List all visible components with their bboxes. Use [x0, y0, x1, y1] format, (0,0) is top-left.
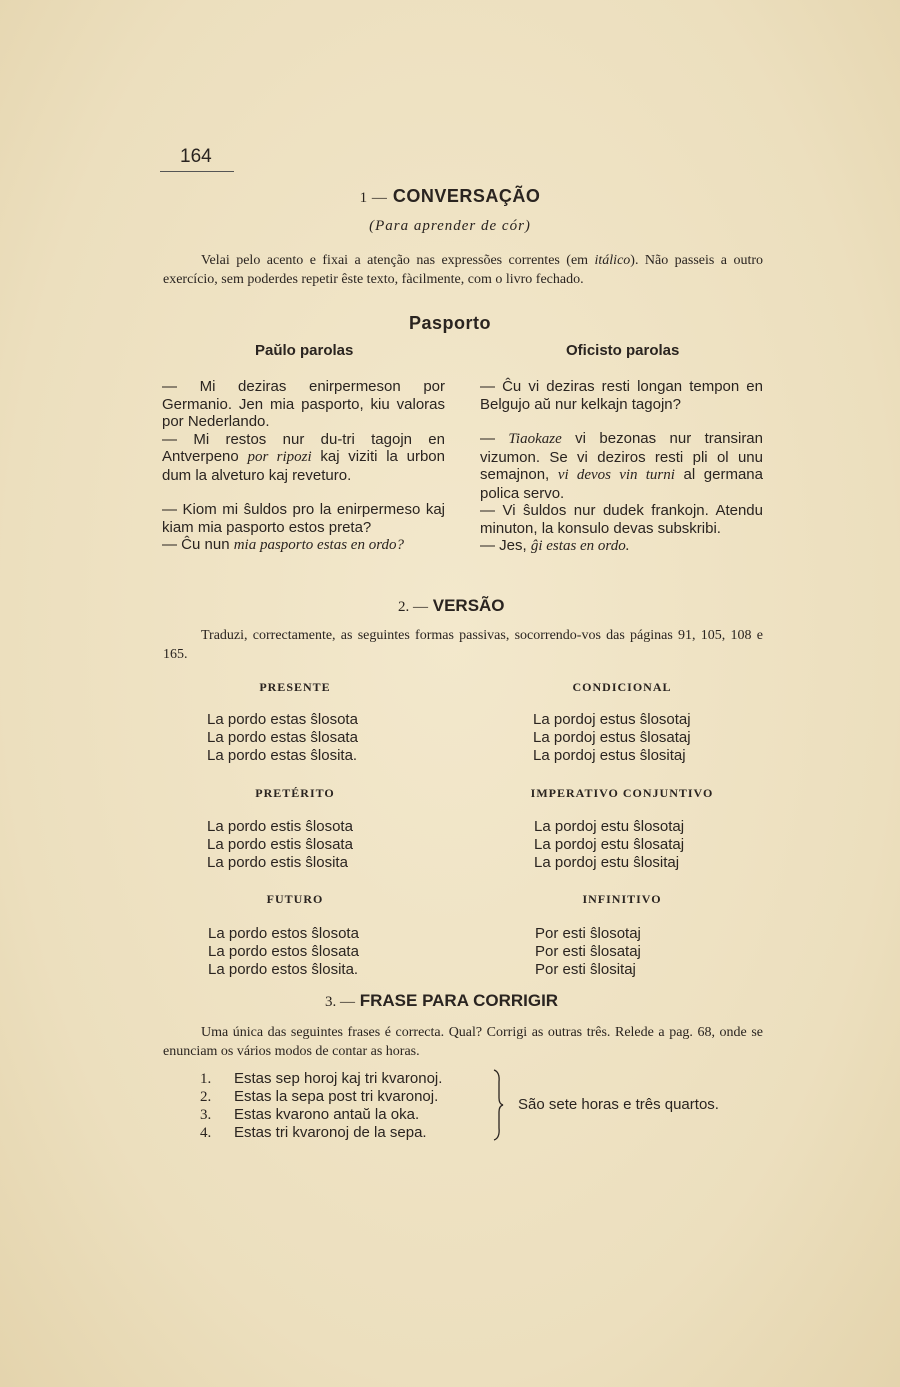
section-1-number: 1 —	[359, 190, 388, 206]
presente-line: La pordo estas ŝlosota	[207, 711, 358, 728]
section-1-instruction: Velai pelo acento e fixai a atenção nas expressões correntes (em itálico). Não passeis a outro exercício, sem poderdes repetir êste texto, fàcilmente, com o livro fechado.	[163, 253, 763, 287]
preterito-label: PRETÉRITO	[255, 786, 335, 800]
brace-symbol	[491, 1068, 505, 1142]
imperativo-line: La pordoj estu ŝlositaj	[534, 854, 680, 871]
imperativo-label: IMPERATIVO CONJUNTIVO	[530, 786, 714, 800]
infinitivo-line: Por esti ŝlosataj	[535, 943, 641, 960]
section-1-heading	[0, 186, 900, 207]
infinitivo-line: Por esti ŝlosotaj	[535, 925, 641, 942]
sentence-list	[200, 1070, 442, 1142]
preterito-line: La pordo estis ŝlosata	[207, 836, 353, 853]
right-line-2: — Tiaokaze vi bezonas nur transiran vizumon. Se vi deziros resti pli ol unu semajnon, vi devos vin turni al germana polica servo.	[480, 430, 763, 502]
right-line-4: — Jes, ĝi estas en ordo.	[480, 537, 630, 554]
futuro-line: La pordo estos ŝlosata	[208, 943, 359, 960]
presente-line: La pordo estas ŝlosata	[207, 729, 358, 746]
section-3-title: FRASE PARA CORRIGIR	[359, 991, 559, 1010]
condicional-line: La pordoj estus ŝlosataj	[533, 729, 691, 746]
left-line-1: — Mi deziras enirpermeson por Germanio. Jen mia pasporto, kiu valoras por Nederlando.	[162, 378, 445, 430]
infinitivo-list	[535, 925, 641, 979]
right-dialogue	[480, 378, 763, 556]
right-line-3: — Vi ŝuldos nur dudek frankojn. Atendu minuton, la konsulo devas subskribi.	[480, 502, 763, 537]
condicional-list	[533, 711, 691, 765]
presente-label: PRESENTE	[259, 680, 331, 694]
answer-text: São sete horas e três quartos.	[518, 1096, 719, 1113]
left-line-4: — Ĉu nun mia pasporto estas en ordo?	[162, 536, 404, 553]
page-number-rule	[160, 171, 234, 172]
section-2-title: VERSÃO	[432, 596, 505, 615]
section-3-heading	[325, 991, 558, 1011]
condicional-label: CONDICIONAL	[572, 680, 672, 694]
imperativo-line: La pordoj estu ŝlosotaj	[534, 818, 685, 835]
condicional-line: La pordoj estus ŝlositaj	[533, 747, 686, 764]
dialogue-heading: Pasporto	[408, 313, 491, 333]
section-3-instruction: Uma única das seguintes frases é correcta. Qual? Corrigi as outras três. Relede a pag. 68, onde se enunciam os vários modos de contar as horas.	[163, 1025, 763, 1059]
section-3-number: 3. —	[325, 994, 355, 1010]
infinitivo-label: INFINITIVO	[582, 892, 662, 906]
sentence-item: 2. Estas la sepa post tri kvaronoj.	[200, 1088, 439, 1105]
futuro-line: La pordo estos ŝlosita.	[208, 961, 359, 978]
sentence-item: 3. Estas kvarono antaŭ la oka.	[200, 1106, 420, 1123]
infinitivo-line: Por esti ŝlositaj	[535, 961, 636, 978]
left-dialogue	[162, 378, 445, 555]
futuro-line: La pordo estos ŝlosota	[208, 925, 359, 942]
presente-line: La pordo estas ŝlosita.	[207, 747, 358, 764]
presente-list	[207, 711, 358, 765]
futuro-label: FUTURO	[266, 892, 324, 906]
left-column-title: Paŭlo parolas	[255, 342, 354, 359]
sentence-item: 4. Estas tri kvaronoj de la sepa.	[200, 1124, 427, 1141]
right-line-1: — Ĉu vi deziras resti longan tempon en Belgujo aŭ nur kelkajn tagojn?	[480, 378, 763, 413]
section-1-subtitle: (Para aprender de cór)	[369, 218, 531, 234]
preterito-list	[207, 818, 353, 872]
left-line-3: — Kiom mi ŝuldos pro la enirpermeso kaj kiam mia pasporto estos preta?	[162, 501, 445, 536]
left-line-2: — Mi restos nur du-tri tagojn en Antverpeno por ripozi kaj viziti la urbon dum la alveturo kaj reveturo.	[162, 430, 445, 484]
section-1-title: CONVERSAÇÃO	[392, 186, 541, 206]
futuro-list	[208, 925, 359, 979]
preterito-line: La pordo estis ŝlosota	[207, 818, 353, 835]
section-2-instruction: Traduzi, correctamente, as seguintes formas passivas, socorrendo-vos das páginas 91, 105, 108 e 165.	[163, 628, 763, 662]
section-2-heading	[398, 596, 505, 616]
preterito-line: La pordo estis ŝlosita	[207, 854, 348, 871]
imperativo-line: La pordoj estu ŝlosataj	[534, 836, 685, 853]
condicional-line: La pordoj estus ŝlosotaj	[533, 711, 691, 728]
section-2-number: 2. —	[398, 599, 428, 615]
imperativo-list	[534, 818, 684, 872]
sentence-item: 1. Estas sep horoj kaj tri kvaronoj.	[200, 1070, 443, 1087]
page-number: 164	[180, 146, 212, 167]
right-column-title: Oficisto parolas	[566, 342, 680, 359]
